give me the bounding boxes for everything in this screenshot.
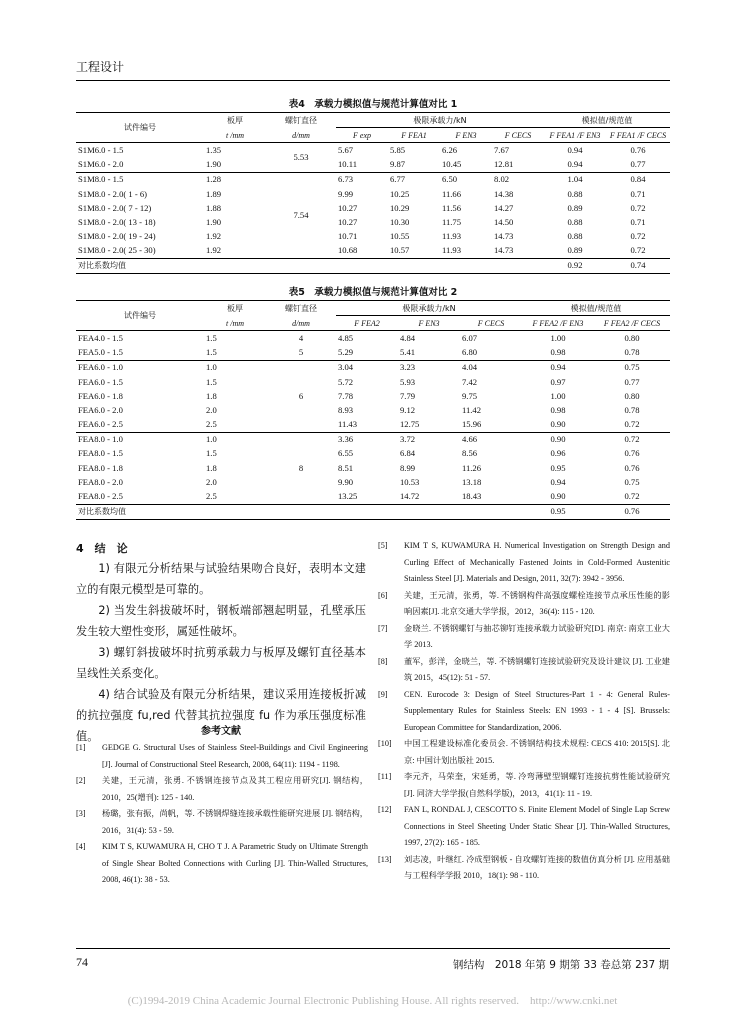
ffea2-cell: 5.29 [338, 347, 354, 358]
table4-caption: 表4 承载力模拟值与规范计算值对比 1 [288, 99, 458, 110]
fcecs-cell: 11.26 [462, 462, 482, 473]
specimen-cell: FEA8.0 - 2.5 [78, 491, 123, 502]
ratio2-cell: 0.77 [630, 159, 646, 170]
fcecs-cell: 14.73 [494, 231, 514, 242]
col-fcecs: F CECS [492, 128, 544, 143]
fen3-cell: 6.50 [440, 172, 492, 187]
col-ffea1: F FEA1 [388, 128, 440, 143]
ffea2-cell: 6.55 [338, 448, 354, 459]
table-row [76, 432, 670, 447]
ratio2-cell: 0.75 [594, 360, 670, 375]
table-row [76, 201, 670, 215]
col-screw-dia: 螺钉直径 [266, 113, 336, 128]
ffea2-cell: 3.04 [336, 360, 398, 375]
fen3-cell: 11.93 [442, 245, 462, 256]
table-row [76, 346, 670, 361]
fen3-cell: 3.72 [398, 432, 460, 447]
specimen-cell: FEA8.0 - 1.5 [78, 448, 123, 459]
reference-number: [7] [378, 623, 388, 633]
reference-item [378, 769, 670, 802]
table-row [76, 143, 670, 158]
table-row [76, 158, 670, 173]
specimen-cell: FEA6.0 - 1.0 [76, 360, 204, 375]
ratio1-cell: 0.98 [550, 404, 566, 415]
reference-item [76, 773, 368, 806]
table-row [76, 418, 670, 433]
table-row [76, 215, 670, 229]
table-row [76, 244, 670, 259]
table-row [76, 389, 670, 403]
reference-number: [9] [378, 689, 388, 699]
ratio1-cell: 0.95 [550, 462, 566, 473]
table5 [76, 300, 670, 520]
reference-text: 中国工程建设标准化委员会. 不锈钢结构技术规程: CECS 410: 2015[S]. 北京: 中国计划出版社 2015. [404, 739, 670, 765]
ffea2-cell: 5.72 [338, 376, 354, 387]
fen3-cell: 12.75 [400, 419, 420, 430]
ratio1-cell: 0.97 [550, 376, 566, 387]
reference-item [378, 687, 670, 737]
fexp-cell: 9.99 [338, 188, 354, 199]
screw-dia-cell: 5 [298, 347, 304, 358]
reference-text: KIM T S, KUWAMURA H, CHO T J. A Parametric Study on Ultimate Strength of Single Shear Bolted Connections with Curling [J]. Thin-Walled Structures, 2008, 46(1): 38 - 53. [102, 842, 368, 884]
thickness-cell: 1.28 [204, 172, 266, 187]
journal-info: 钢结构 2018 年第 9 期第 33 卷总第 237 期 [452, 959, 669, 971]
specimen-cell: S1M8.0 - 2.0( 13 - 18) [78, 216, 156, 227]
mean-label: 对比系数均值 [76, 258, 544, 273]
ratio1-cell: 0.89 [567, 245, 583, 256]
screw-dia-cell: 5.53 [266, 143, 336, 172]
reference-text: 关建，王元清，张勇. 不锈钢连接节点及其工程应用研究[J]. 钢结构，2010，25(增刊): 125 - 140. [102, 776, 368, 802]
reference-text: 李元齐，马荣奎，宋延勇，等. 冷弯薄壁型钢螺钉连接抗剪性能试验研究[J]. 同济大学学报(自然科学版)，2013，41(1): 11 - 19. [404, 772, 670, 798]
reference-item [378, 654, 670, 687]
ratio2-cell: 0.72 [630, 202, 646, 213]
specimen-cell: S1M6.0 - 1.5 [76, 143, 204, 158]
fcecs-cell: 7.67 [492, 143, 544, 158]
specimen-cell: S1M8.0 - 2.0( 19 - 24) [78, 231, 156, 242]
fexp-cell: 6.73 [336, 172, 388, 187]
mean-row [76, 504, 670, 519]
specimen-cell: FEA4.0 - 1.5 [76, 331, 204, 346]
specimen-cell: FEA6.0 - 1.5 [78, 376, 123, 387]
col-screw-dia-unit: d/mm [266, 128, 336, 143]
ffea2-cell: 3.36 [336, 432, 398, 447]
ratio1-cell: 0.90 [522, 432, 594, 447]
ffea2-cell: 8.93 [338, 404, 354, 415]
fcecs-cell: 12.81 [494, 159, 514, 170]
ratio2-cell: 0.84 [606, 172, 670, 187]
references-left [76, 740, 368, 889]
col-fcecs: F CECS [460, 316, 522, 331]
ratio2-cell: 0.80 [624, 390, 640, 401]
col-specimen: 试件编号 [76, 113, 204, 143]
ratio2-cell: 0.77 [624, 376, 640, 387]
specimen-cell: FEA8.0 - 1.0 [76, 432, 204, 447]
ratio1-cell: 0.98 [550, 347, 566, 358]
ratio1-cell: 1.04 [544, 172, 606, 187]
conclusion-paragraph: 4) 结合试验及有限元分析结果，建议采用连接板折减的抗拉强度 fu,red 代替其抗拉强度 fu 作为承压强度标准值。 [76, 688, 366, 743]
col-thickness: 板厚 [204, 113, 266, 128]
footer-rule [76, 948, 670, 949]
ffea1-cell: 6.77 [388, 172, 440, 187]
references-heading: 参考文献 [201, 726, 241, 737]
reference-item [378, 588, 670, 621]
fen3-cell: 11.66 [442, 188, 462, 199]
col-thickness-unit: t /mm [204, 316, 266, 331]
fcecs-cell: 7.42 [462, 376, 478, 387]
ffea1-cell: 10.55 [390, 231, 410, 242]
fexp-cell: 10.27 [338, 216, 358, 227]
reference-text: 金晓兰. 不锈钢螺钉与抽芯铆钉连接承载力试验研究[D]. 南京: 南京工业大学 2013. [404, 623, 670, 649]
col-ratio2: F FEA2 /F CECS [594, 316, 670, 331]
running-header: 工程设计 [76, 60, 125, 74]
specimen-cell: S1M8.0 - 2.0( 25 - 30) [78, 245, 156, 256]
reference-number: [2] [76, 776, 86, 785]
ratio2-cell: 0.72 [624, 491, 640, 502]
header-rule [76, 80, 670, 81]
reference-number: [3] [76, 809, 86, 818]
ffea2-cell: 7.78 [338, 390, 354, 401]
thickness-cell: 2.0 [206, 476, 217, 487]
col-ultimate: 极限承载力/kN [336, 113, 544, 128]
reference-number: [5] [378, 541, 388, 550]
reference-item [76, 806, 368, 839]
col-ffea2: F FEA2 [336, 316, 398, 331]
fcecs-cell: 14.50 [494, 216, 514, 227]
table-row [76, 172, 670, 187]
thickness-cell: 1.8 [206, 390, 217, 401]
thickness-cell: 1.5 [206, 347, 217, 358]
reference-number: [13] [378, 854, 392, 864]
table4 [76, 112, 670, 274]
ratio1-cell: 1.00 [522, 331, 594, 346]
specimen-cell: S1M8.0 - 1.5 [76, 172, 204, 187]
reference-number: [1] [76, 743, 86, 752]
col-ratio: 模拟值/规范值 [544, 113, 670, 128]
ratio2-cell: 0.78 [624, 347, 640, 358]
ratio1-cell: 1.00 [550, 390, 566, 401]
fcecs-cell: 9.75 [462, 390, 478, 401]
col-fexp: F exp [336, 128, 388, 143]
col-screw-dia-unit: d/mm [266, 316, 336, 331]
ffea2-cell: 9.90 [338, 476, 354, 487]
references-right [378, 538, 670, 885]
reference-item [76, 839, 368, 889]
specimen-cell: FEA6.0 - 1.8 [78, 390, 123, 401]
fcecs-cell: 14.38 [494, 188, 514, 199]
thickness-cell: 1.5 [206, 376, 217, 387]
fcecs-cell: 11.42 [462, 404, 482, 415]
ratio2-cell: 0.78 [624, 404, 640, 415]
specimen-cell: S1M8.0 - 2.0( 1 - 6) [78, 188, 147, 199]
thickness-cell: 1.89 [206, 188, 222, 199]
reference-text: KIM T S, KUWAMURA H. Numerical Investigation on Strength Design and Curling Effect of Mechanically Fastened Joints in Cold-Formed Austenitic Stainless Steel [J]. Materials and Design, 2011, 32(7): 3942 - 3956. [404, 541, 670, 583]
ffea1-cell: 10.25 [390, 188, 410, 199]
thickness-cell: 1.5 [204, 331, 266, 346]
thickness-cell: 1.90 [206, 216, 222, 227]
screw-dia-cell: 4 [266, 331, 336, 346]
specimen-cell: FEA8.0 - 1.8 [78, 462, 123, 473]
conclusion-paragraph: 3) 螺钉斜拔破坏时抗剪承载力与板厚及螺钉直径基本呈线性关系变化。 [76, 646, 366, 680]
screw-dia-cell: 7.54 [266, 172, 336, 258]
fen3-cell: 8.99 [400, 462, 416, 473]
reference-text: FAN L, RONDAL J, CESCOTTO S. Finite Element Model of Single Lap Screw Connections in Steel Sheeting Under Static Shear [J]. Thin-Walled Structures, 1997, 27(2): 165 - 185. [404, 805, 670, 847]
col-ratio: 模拟值/规范值 [522, 301, 670, 316]
fen3-cell: 10.53 [400, 476, 420, 487]
reference-item [378, 736, 670, 769]
ratio2-cell: 0.72 [630, 245, 646, 256]
thickness-cell: 1.0 [204, 360, 266, 375]
ratio2-cell: 0.72 [630, 231, 646, 242]
fen3-cell: 5.93 [400, 376, 416, 387]
col-ratio2: F FEA1 /F CECS [606, 128, 670, 143]
specimen-cell: FEA5.0 - 1.5 [78, 347, 123, 358]
reference-number: [8] [378, 656, 388, 666]
fen3-cell: 7.79 [400, 390, 416, 401]
ffea2-cell: 11.43 [338, 419, 358, 430]
reference-text: 刘志凌，叶继红. 冷成型钢板 - 自攻螺钉连接的数值仿真分析 [J]. 应用基础与工程科学学报 2010，18(1): 98 - 110. [404, 854, 670, 880]
table-row [76, 230, 670, 244]
col-specimen: 试件编号 [76, 301, 204, 331]
table-row [76, 187, 670, 201]
ratio2-cell: 0.71 [630, 216, 646, 227]
ratio1-cell: 0.94 [544, 143, 606, 158]
table-row [76, 360, 670, 375]
fen3-cell: 6.84 [400, 448, 416, 459]
ratio1-cell: 0.96 [550, 448, 566, 459]
fcecs-cell: 15.96 [462, 419, 482, 430]
reference-number: [4] [76, 842, 86, 851]
ratio1-cell: 0.90 [550, 419, 566, 430]
specimen-cell: FEA8.0 - 2.0 [78, 476, 123, 487]
col-thickness: 板厚 [204, 301, 266, 316]
ratio1-cell: 0.94 [567, 159, 583, 170]
table-row [76, 447, 670, 461]
fcecs-cell: 14.73 [494, 245, 514, 256]
reference-number: [10] [378, 739, 392, 748]
reference-text: 杨璐，张有振，尚帆，等. 不锈钢焊缝连接承载性能研究进展 [J]. 钢结构，2016，31(4): 53 - 59. [102, 809, 368, 835]
specimen-cell: FEA6.0 - 2.0 [78, 404, 123, 415]
fexp-cell: 10.27 [338, 202, 358, 213]
col-ratio1: F FEA2 /F EN3 [522, 316, 594, 331]
ratio2-cell: 0.75 [624, 476, 640, 487]
copyright-watermark: (C)1994-2019 China Academic Journal Electronic Publishing House. All rights reserved. http://www.cnki.net [127, 995, 618, 1007]
fcecs-cell: 18.43 [462, 491, 482, 502]
fcecs-cell: 8.56 [462, 448, 478, 459]
thickness-cell: 1.5 [206, 448, 217, 459]
col-ultimate: 极限承载力/kN [336, 301, 522, 316]
fexp-cell: 5.67 [336, 143, 388, 158]
ratio1-cell: 0.88 [567, 188, 583, 199]
ffea2-cell: 8.51 [338, 462, 354, 473]
fen3-cell: 11.93 [442, 231, 462, 242]
specimen-cell: S1M6.0 - 2.0 [78, 159, 124, 170]
mean-label: 对比系数均值 [76, 504, 522, 519]
fcecs-cell: 4.04 [460, 360, 522, 375]
mean-ratio1: 0.95 [522, 504, 594, 519]
reference-text: 关建，王元清，张勇，等. 不锈钢构件高强度螺栓连接节点承压性能的影响因素[J]. 北京交通大学学报，2012，36(4): 115 - 120. [404, 590, 670, 616]
col-thickness-unit: t /mm [204, 128, 266, 143]
thickness-cell: 2.5 [206, 419, 217, 430]
fen3-cell: 11.56 [442, 202, 462, 213]
ratio2-cell: 0.80 [594, 331, 670, 346]
fcecs-cell: 8.02 [492, 172, 544, 187]
reference-item [378, 538, 670, 588]
ratio1-cell: 0.88 [567, 216, 583, 227]
ratio2-cell: 0.71 [630, 188, 646, 199]
reference-number: [12] [378, 805, 392, 814]
fcecs-cell: 4.66 [460, 432, 522, 447]
ffea1-cell: 10.30 [390, 216, 410, 227]
table-row [76, 461, 670, 475]
ratio2-cell: 0.76 [624, 448, 640, 459]
table5-caption: 表5 承载力模拟值与规范计算值对比 2 [288, 287, 458, 298]
thickness-cell: 2.0 [206, 404, 217, 415]
ffea2-cell: 4.85 [336, 331, 398, 346]
ffea1-cell: 9.87 [390, 159, 406, 170]
page-number: 74 [76, 955, 88, 969]
table-row [76, 475, 670, 489]
col-fen3: F EN3 [440, 128, 492, 143]
screw-dia-cell: 8 [266, 432, 336, 504]
reference-number: [11] [378, 772, 392, 781]
mean-row [76, 258, 670, 273]
ratio2-cell: 0.72 [594, 432, 670, 447]
conclusion-paragraph: 2) 当发生斜拔破坏时，钢板端部翘起明显，孔壁承压发生较大塑性变形，属延性破坏。 [76, 604, 366, 638]
col-ratio1: F FEA1 /F EN3 [544, 128, 606, 143]
ffea2-cell: 13.25 [338, 491, 358, 502]
ratio1-cell: 0.90 [550, 491, 566, 502]
thickness-cell: 1.0 [204, 432, 266, 447]
fen3-cell: 4.84 [398, 331, 460, 346]
ratio2-cell: 0.76 [624, 462, 640, 473]
section-heading: 4 结 论 [76, 542, 128, 555]
table-row [76, 331, 670, 346]
fexp-cell: 10.68 [338, 245, 358, 256]
reference-number: [6] [378, 590, 388, 600]
reference-text: GEDGE G. Structural Uses of Stainless Steel-Buildings and Civil Engineering [J]. Journal of Constructional Steel Research, 2008, 64(11): 1194 - 1198. [102, 743, 368, 769]
specimen-cell: S1M8.0 - 2.0( 7 - 12) [78, 202, 152, 213]
fexp-cell: 10.11 [338, 159, 358, 170]
reference-text: 董军，彭洋，金晓兰，等. 不锈钢螺钉连接试验研究及设计建议 [J]. 工业建筑 2015，45(12): 51 - 57. [404, 656, 670, 682]
fcecs-cell: 13.18 [462, 476, 482, 487]
fcecs-cell: 6.07 [460, 331, 522, 346]
thickness-cell: 1.88 [206, 202, 222, 213]
specimen-cell: FEA6.0 - 2.5 [78, 419, 123, 430]
table-row [76, 403, 670, 417]
fen3-cell: 9.12 [400, 404, 416, 415]
col-screw-dia: 螺钉直径 [266, 301, 336, 316]
fen3-cell: 3.23 [398, 360, 460, 375]
ffea1-cell: 10.29 [390, 202, 410, 213]
fcecs-cell: 6.80 [462, 347, 478, 358]
reference-text: CEN. Eurocode 3: Design of Steel Structures-Part 1 - 4: General Rules-Supplementary Rules for Stainless Steels: EN 1993 - 1 - 4 [S]. Brussels: European Committee for Standardization, 2006. [404, 689, 670, 732]
reference-item [378, 621, 670, 654]
conclusion-paragraph: 1) 有限元分析结果与试验结果吻合良好，表明本文建立的有限元模型是可靠的。 [76, 562, 366, 596]
screw-dia-cell: 6 [266, 360, 336, 432]
thickness-cell: 1.90 [206, 159, 222, 170]
fen3-cell: 6.26 [440, 143, 492, 158]
ratio1-cell: 0.89 [567, 202, 583, 213]
fen3-cell: 5.41 [400, 347, 416, 358]
ratio2-cell: 0.72 [624, 419, 640, 430]
table-row [76, 375, 670, 389]
fen3-cell: 10.45 [442, 159, 462, 170]
reference-item [378, 852, 670, 885]
thickness-cell: 1.92 [206, 245, 222, 256]
ratio1-cell: 0.94 [522, 360, 594, 375]
ratio1-cell: 0.94 [550, 476, 566, 487]
thickness-cell: 2.5 [206, 491, 217, 502]
fen3-cell: 11.75 [442, 216, 462, 227]
ratio1-cell: 0.88 [567, 231, 583, 242]
ffea1-cell: 10.57 [390, 245, 410, 256]
fcecs-cell: 14.27 [494, 202, 514, 213]
mean-ratio1: 0.92 [544, 258, 606, 273]
ratio2-cell: 0.76 [606, 143, 670, 158]
mean-ratio2: 0.74 [606, 258, 670, 273]
thickness-cell: 1.92 [206, 231, 222, 242]
thickness-cell: 1.8 [206, 462, 217, 473]
thickness-cell: 1.35 [204, 143, 266, 158]
fexp-cell: 10.71 [338, 231, 358, 242]
mean-ratio2: 0.76 [594, 504, 670, 519]
reference-item [378, 802, 670, 852]
col-fen3: F EN3 [398, 316, 460, 331]
table-row [76, 489, 670, 504]
ffea1-cell: 5.85 [388, 143, 440, 158]
fen3-cell: 14.72 [400, 491, 420, 502]
